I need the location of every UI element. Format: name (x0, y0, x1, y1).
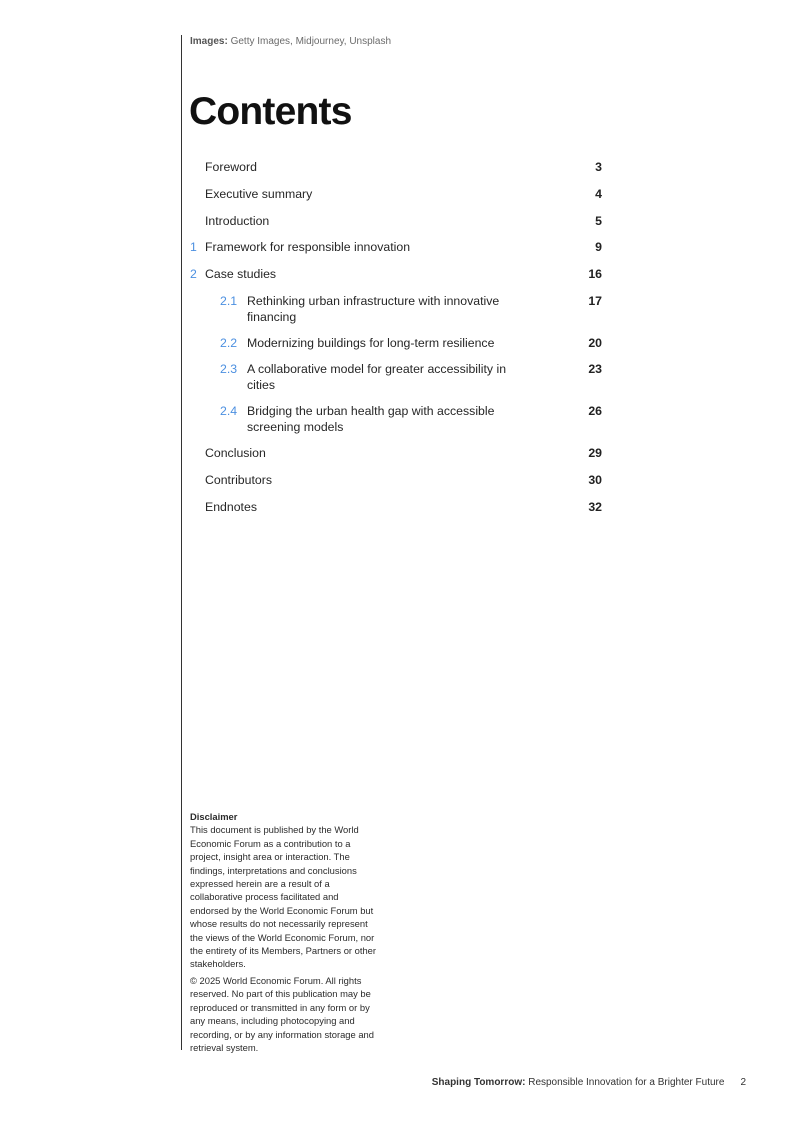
toc-label: Introduction (205, 214, 270, 228)
toc-page-number: 16 (588, 267, 602, 281)
toc-page-number: 9 (595, 240, 602, 254)
toc-page-number: 32 (588, 500, 602, 514)
toc-item-executive-summary[interactable] (190, 186, 602, 202)
toc-page-number: 29 (588, 446, 602, 460)
toc-page-number: 4 (595, 187, 602, 201)
copyright-notice: © 2025 World Economic Forum. All rights reserved. No part of this publication may be reproduced or transmitted in any form or by any means, including photocopying and recording, or by any information storage and retrieval system. (190, 974, 374, 1053)
toc-label: Bridging the urban health gap with accessible screening models (247, 404, 495, 434)
toc-item-2-2[interactable] (220, 335, 602, 351)
toc-label: Rethinking urban infrastructure with innovative financing (247, 294, 500, 324)
image-credits-text: Getty Images, Midjourney, Unsplash (227, 36, 392, 47)
toc-item-foreword[interactable] (190, 159, 602, 175)
toc-label: Modernizing buildings for long-term resilience (247, 336, 495, 350)
toc-number: 2.4 (220, 404, 238, 418)
toc-label: A collaborative model for greater accessibility in cities (247, 362, 507, 392)
toc-item-2-3[interactable] (220, 361, 602, 393)
vertical-rule (181, 35, 182, 1050)
toc-item-endnotes[interactable] (190, 499, 602, 515)
toc-number: 1 (190, 240, 197, 254)
toc-page-number: 3 (595, 160, 602, 174)
toc-item-case-studies[interactable] (190, 266, 602, 282)
toc-page-number: 26 (588, 404, 602, 418)
toc-page-number: 30 (588, 473, 602, 487)
toc-item-2-1[interactable] (220, 293, 602, 325)
footer-title-rest: Responsible Innovation for a Brighter Future (525, 1077, 725, 1088)
toc-page-number: 20 (588, 336, 602, 350)
page-number: 2 (740, 1077, 746, 1088)
toc-item-introduction[interactable] (190, 213, 602, 229)
disclaimer (190, 810, 380, 1054)
toc-label: Foreword (205, 160, 257, 174)
disclaimer-heading: Disclaimer (190, 811, 238, 822)
toc-label: Conclusion (205, 446, 266, 460)
toc-label: Contributors (205, 473, 272, 487)
toc-page-number: 17 (588, 294, 602, 308)
disclaimer-body: This document is published by the World Economic Forum as a contribution to a project, insight area or interaction. The findings, interpretations and conclusions expressed herein are a result of a collaborative process facilitated and endorsed by the World Economic Forum but whose results do not necessarily represent the views of the World Economic Forum, nor the entirety of its Members, Partners or other stakeholders. (190, 824, 377, 970)
toc-number: 2.3 (220, 362, 238, 376)
toc-label: Endnotes (205, 500, 257, 514)
footer-title-bold: Shaping Tomorrow: (431, 1077, 526, 1088)
toc-label: Executive summary (205, 187, 313, 201)
image-credits (190, 36, 391, 47)
toc-page-number: 5 (595, 214, 602, 228)
image-credits-label: Images: (190, 36, 228, 47)
toc-number: 2.1 (220, 294, 238, 308)
toc-number: 2 (190, 267, 197, 281)
page-footer (432, 1077, 746, 1088)
toc-item-framework[interactable] (190, 239, 602, 255)
toc-item-2-4[interactable] (220, 403, 602, 435)
toc-item-contributors[interactable] (190, 472, 602, 488)
toc-page-number: 23 (588, 362, 602, 376)
toc-item-conclusion[interactable] (190, 445, 602, 461)
page-title: Contents (189, 90, 352, 133)
toc-label: Framework for responsible innovation (205, 240, 411, 254)
toc-number: 2.2 (220, 336, 238, 350)
toc-label: Case studies (205, 267, 277, 281)
